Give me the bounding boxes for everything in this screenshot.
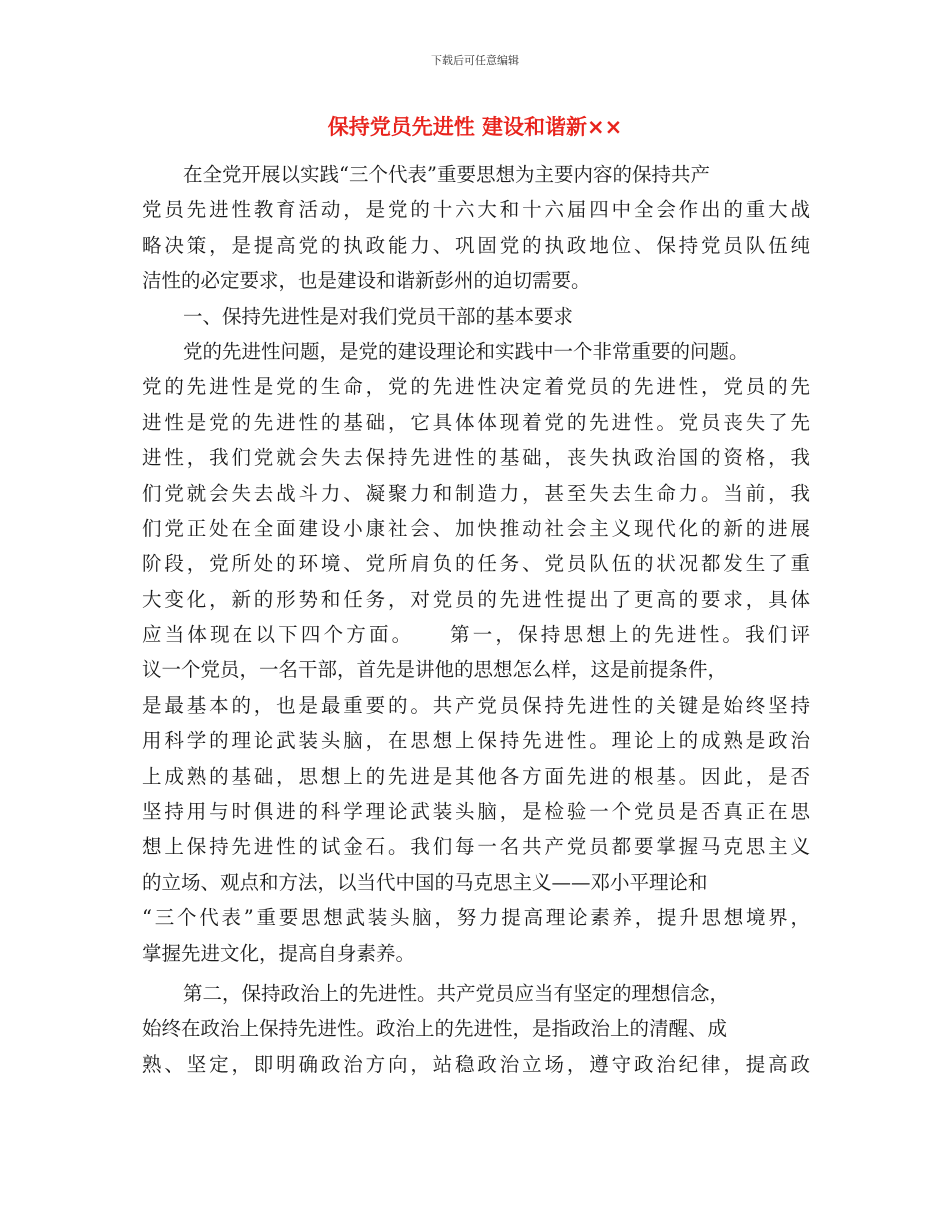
text-line: 在全党开展以实践“三个代表”重要思想为主要内容的保持共产 [183,163,710,186]
text-line: 们党正处在全面建设小康社会、加快推动社会主义现代化的新的进展 [142,516,810,540]
text-line: 议一个党员，一名干部，首先是讲他的思想怎么样，这是前提条件， [142,658,728,682]
header-note: 下载后可任意编辑 [431,54,519,67]
text-line: 是最基本的，也是最重要的。共产党员保持先进性的关键是始终坚持 [142,693,810,717]
text-line: 们党就会失去战斗力、凝聚力和制造力，甚至失去生命力。当前，我 [142,481,810,505]
text-line: 用科学的理论武装头脑，在思想上保持先进性。理论上的成熟是政治 [142,729,810,753]
text-line: 应当体现在以下四个方面。 第一，保持思想上的先进性。我们评 [142,623,810,647]
document-body [142,157,810,1082]
text-line: 略决策，是提高党的执政能力、巩固党的执政地位、保持党员队伍纯 [142,233,810,257]
section-heading: 一、保持先进性是对我们党员干部的基本要求 [183,304,574,328]
text-line: 党员先进性教育活动，是党的十六大和十六届四中全会作出的重大战 [142,198,810,222]
text-line: 坚持用与时俱进的科学理论武装头脑，是检验一个党员是否真正在思 [142,800,810,824]
text-line: 大变化，新的形势和任务，对党员的先进性提出了更高的要求，具体 [142,587,810,611]
text-line: 进性是党的先进性的基础，它具体体现着党的先进性。党员丧失了先 [142,410,810,434]
text-line: 始终在政治上保持先进性。政治上的先进性，是指政治上的清醒、成 [142,1017,728,1041]
text-line: 阶段，党所处的环境、党所肩负的任务、党员队伍的状况都发生了重 [142,552,810,576]
text-line: 上成熟的基础，思想上的先进是其他各方面先进的根基。因此，是否 [142,764,810,788]
document-title: 保持党员先进性 建设和谐新×× [327,115,623,139]
text-line: 的立场、观点和方法，以当代中国的马克思主义——邓小平理论和 [142,870,708,894]
text-line: “三个代表”重要思想武装头脑，努力提高理论素养，提升思想境界， [142,906,810,930]
text-line: 洁性的必定要求，也是建设和谐新彭州的迫切需要。 [142,269,591,293]
text-line: 进性，我们党就会失去保持先进性的基础，丧失执政治国的资格，我 [142,446,810,470]
text-line: 掌握先进文化，提高自身素养。 [142,941,416,965]
text-line: 党的先进性是党的生命，党的先进性决定着党员的先进性，党员的先 [142,375,810,399]
text-line: 想上保持先进性的试金石。我们每一名共产党员都要掌握马克思主义 [142,835,810,859]
text-line: 第二，保持政治上的先进性。共产党员应当有坚定的理想信念， [183,981,730,1005]
text-line: 熟、坚定，即明确政治方向，站稳政治立场，遵守政治纪律，提高政 [142,1052,810,1076]
text-line: 党的先进性问题，是党的建设理论和实践中一个非常重要的问题。 [183,339,749,363]
